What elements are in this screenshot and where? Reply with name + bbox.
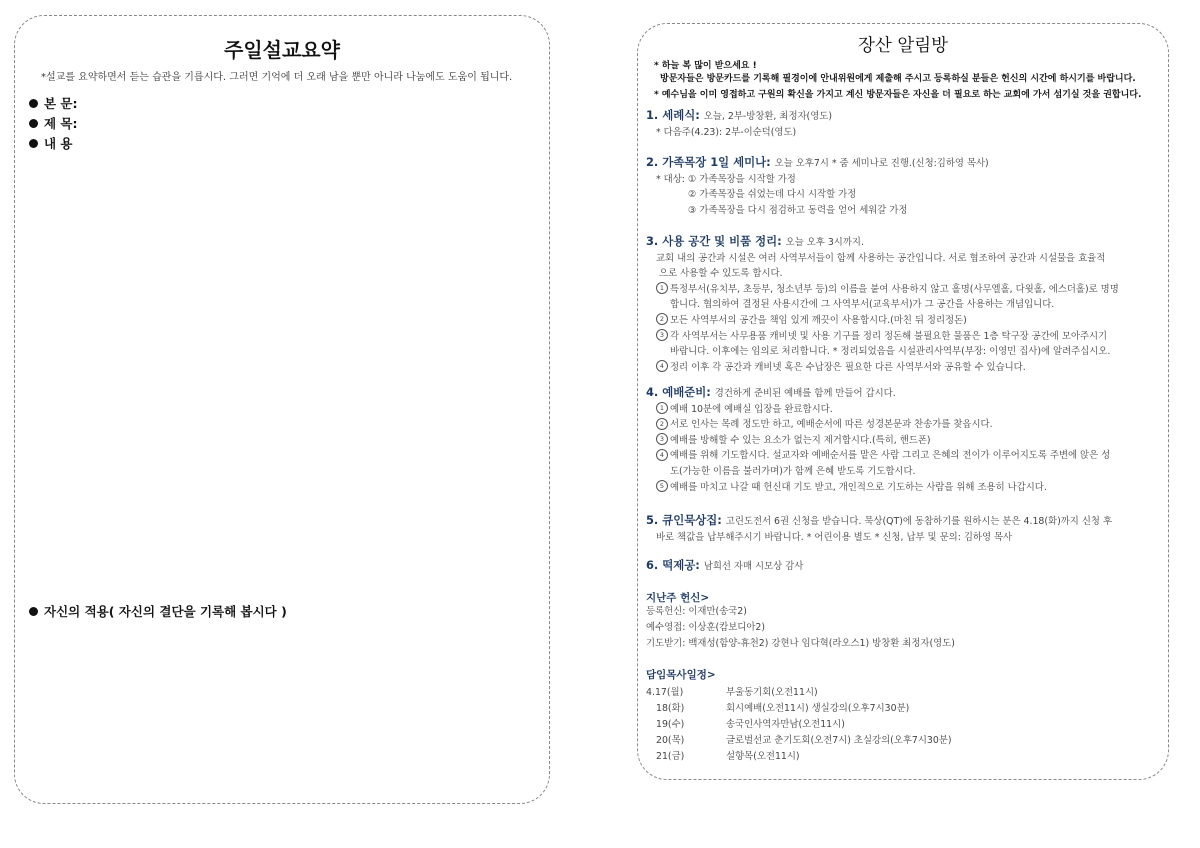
number-icon: 3	[656, 433, 668, 445]
schedule-event: 송국인사역자만남(오전11시)	[726, 719, 845, 730]
application-field[interactable]	[29, 602, 287, 620]
list-item: 1 예배 10분에 예배실 입장을 완료합시다.	[646, 402, 1160, 418]
schedule-event: 글로벌선교 춘기도회(오전7시) 초실강의(오후7시30분)	[726, 735, 952, 746]
schedule-day: 20(목)	[656, 735, 685, 746]
list-item: 2 서로 인사는 목례 정도만 하고, 예배순서에 따른 성경본문과 찬송가를 찾읍시다.	[646, 417, 1160, 433]
content-label: 내 용	[44, 136, 73, 151]
list-item-continuation: 합니다. 협의하여 결정된 사용시간에 그 사역부서(교육부서)가 그 공간을 사용하는 개념입니다.	[670, 299, 1055, 311]
list-item: 예수영접: 이상훈(캄보디아2)	[646, 622, 766, 634]
section-number: 4.	[646, 385, 659, 399]
schedule-event: 부울동기회(오전11시)	[726, 687, 818, 698]
section-rice-cake	[646, 558, 1160, 575]
section-family-seminar	[646, 155, 1160, 218]
content-field[interactable]	[29, 134, 73, 152]
section-title: 큐인묵상집:	[662, 513, 722, 527]
section-detail: 오늘, 2부-방창환, 최정자(영도)	[703, 111, 832, 122]
list-item: ① 가족목장을 시작할 가정	[687, 173, 796, 185]
section-heading	[646, 513, 1160, 530]
visitor-notice: 방문자들은 방문카드를 기록해 필경이에 안내위원에게 제출해 주시고 등록하실 분들은 헌신의 시간에 하시기를 바랍니다.	[660, 74, 1136, 84]
number-icon: 2	[656, 418, 668, 430]
section-detail: 오늘 오후 3시까지.	[785, 237, 864, 248]
list-item: 4 정리 이후 각 공간과 캐비넷 혹은 수납장은 필요한 다른 사역부서와 공유할 수 있습니다.	[646, 360, 1160, 376]
number-icon: 1	[656, 282, 668, 294]
section-baptism	[646, 108, 1160, 140]
section-heading	[646, 558, 1160, 575]
schedule-day: 4.17(월)	[646, 687, 684, 698]
list-item: ② 가족목장을 쉬었는데 다시 시작할 가정	[688, 189, 857, 201]
scripture-label: 본 문:	[44, 96, 78, 111]
bullet-icon	[29, 139, 38, 148]
section-detail: 고린도전서 6권 신청을 받습니다. 묵상(QT)에 동참하기를 원하시는 분은 4.18(화)까지 신청 후	[725, 516, 1112, 527]
section-detail: 오늘 오후7시 * 줌 세미나로 진행.(신청:김하영 목사)	[774, 158, 989, 169]
list-item: 3 각 사역부서는 사무용품 캐비넷 및 사용 기구를 정리 정돈해 불필요한 물품은 1층 탁구장 공간에 모아주시기	[646, 329, 1160, 345]
paragraph: 으로 사용할 수 있도록 합시다.	[659, 268, 783, 280]
last-week-list	[646, 604, 955, 653]
schedule-day: 18(화)	[656, 703, 685, 714]
section-detail: 남희선 자매 시모상 감사	[703, 561, 804, 572]
section-heading	[646, 155, 1160, 172]
transfer-notice: * 예수님을 이미 영접하고 구원의 확신을 가지고 계신 방문자들은 자신을 더 필요로 하는 교회에 가서 섬기실 것을 권합니다.	[654, 90, 1142, 100]
number-icon: 4	[656, 360, 668, 372]
section-title: 가족목장 1일 세미나:	[662, 155, 771, 169]
section-number: 1.	[646, 108, 659, 122]
sermon-summary-panel	[14, 15, 550, 804]
schedule-day: 19(수)	[656, 719, 685, 730]
list-item: 3 예배를 방해할 수 있는 요소가 없는지 제거합시다.(특히, 핸드폰)	[646, 433, 1160, 449]
section-number: 5.	[646, 513, 659, 527]
section-qt-booklet	[646, 513, 1160, 545]
section-space-cleanup	[646, 234, 1160, 375]
list-item: 1 특정부서(유치부, 초등부, 청소년부 등)의 이름을 붙여 사용하지 않고 홀명(사무엘홀, 다윗홀, 에스더홀)로 명명	[646, 282, 1160, 298]
application-label: 자신의 적용( 자신의 결단을 기록해 봅시다 )	[44, 604, 287, 619]
sermon-summary-note: *설교를 요약하면서 듣는 습관을 기릅시다. 그러면 기억에 더 오래 남을 뿐만 아니라 나눔에도 도움이 됩니다.	[41, 72, 513, 83]
section-number: 6.	[646, 558, 659, 572]
section-number: 3.	[646, 234, 659, 248]
sermon-summary-title: 주일설교요약	[224, 38, 340, 62]
schedule-event: 설향목(오전11시)	[726, 751, 800, 762]
schedule-event: 회시예배(오전11시) 생실강의(오후7시30분)	[726, 703, 910, 714]
section-title: 세례식:	[662, 108, 700, 122]
paragraph: 교회 내의 공간과 시설은 여러 사역부서들이 함께 사용하는 공간입니다. 서로 협조하여 공간과 시설물을 효율적	[656, 252, 1106, 264]
list-item: 기도받기: 백재성(함양-휴천2) 강현나 임다혁(라오스1) 방창환 최정자(영도)	[646, 638, 955, 650]
list-item-continuation: 도(가능한 이름을 불러가며)가 함께 은혜 받도록 기도합시다.	[670, 465, 916, 477]
last-week-heading: 지난주 헌신>	[646, 592, 710, 604]
list-item: 2 모든 사역부서의 공간을 책임 있게 깨끗이 사용합시다.(마친 뒤 정리정돈)	[646, 313, 1160, 329]
greeting-notice: * 하늘 복 많이 받으세요 !	[654, 61, 757, 71]
section-worship-prep	[646, 385, 1160, 495]
sermon-title-label: 제 목:	[44, 116, 78, 131]
target-label: * 대상:	[656, 173, 685, 185]
section-detail: 경건하게 준비된 예배를 함께 만들어 갑시다.	[714, 388, 896, 399]
section-title: 사용 공간 및 비품 정리:	[662, 234, 782, 248]
bullet-icon	[29, 99, 38, 108]
pastor-schedule-heading: 담임목사일정>	[646, 669, 716, 681]
schedule-day: 21(금)	[656, 751, 685, 762]
number-icon: 3	[656, 329, 668, 341]
seminar-target-list	[646, 172, 1160, 219]
number-icon: 4	[656, 449, 668, 461]
list-item: 5 예배를 마치고 나갈 때 헌신대 기도 받고, 개인적으로 기도하는 사람을 위해 조용히 나갑시다.	[646, 480, 1160, 496]
section-title: 떡제공:	[662, 558, 700, 572]
number-icon: 1	[656, 402, 668, 414]
list-item: ③ 가족목장을 다시 점검하고 동력을 얻어 세워갈 가정	[688, 204, 908, 216]
number-icon: 5	[656, 480, 668, 492]
baptism-next: * 다음주(4.23): 2부-이순덕(영도)	[656, 126, 797, 138]
list-item: 4 예배를 위해 기도합시다. 설교자와 예배순서를 맡은 사람 그리고 은혜의 전이가 이루어지도록 주변에 앉은 성	[646, 448, 1160, 464]
section-number: 2.	[646, 155, 659, 169]
section-heading	[646, 108, 1160, 125]
section-title: 예배준비:	[662, 385, 711, 399]
paragraph: 바로 책값을 납부해주시기 바랍니다. * 어린이용 별도 * 신청, 납부 및 문의: 김하영 목사	[656, 531, 1013, 543]
list-item: 등록헌신: 이재만(송국2)	[646, 606, 747, 617]
list-item-continuation: 바랍니다. 이후에는 임의로 처리합니다. * 정리되었음을 시설관리사역부(부장: 이영민 집사)에 알려주십시오.	[670, 346, 1111, 358]
number-icon: 2	[656, 313, 668, 325]
bullet-icon	[29, 607, 38, 616]
section-heading	[646, 385, 1160, 402]
church-notice-panel	[637, 23, 1169, 780]
scripture-field[interactable]	[29, 94, 78, 112]
section-heading	[646, 234, 1160, 251]
notice-board-title: 장산 알림방	[857, 36, 949, 56]
sermon-title-field[interactable]	[29, 114, 78, 132]
bullet-icon	[29, 119, 38, 128]
